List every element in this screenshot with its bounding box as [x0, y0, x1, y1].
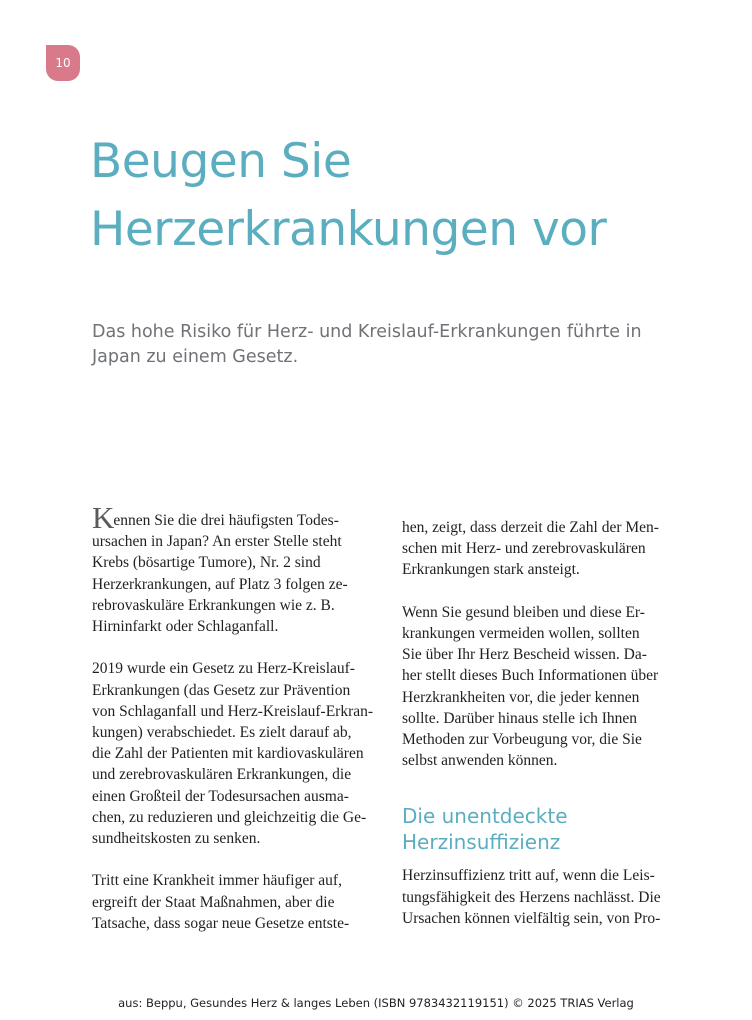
body-line: ergreift der Staat Maßnahmen, aber die — [92, 893, 335, 911]
section-subheading — [402, 803, 692, 855]
page-title-line: Herzerkrankungen vor — [90, 202, 607, 257]
body-paragraph — [402, 517, 692, 581]
body-line: hen, zeigt, dass derzeit die Zahl der Men- — [402, 519, 659, 536]
body-line: tungsfähigkeit des Herzens nachlässt. Die — [402, 888, 661, 906]
body-line: Erkrankungen (das Gesetz zur Prävention — [92, 681, 351, 699]
body-line: und zerebrovaskulären Erkrankungen, die — [92, 766, 352, 784]
body-line: Herzinsuffizienz tritt auf, wenn die Leis- — [402, 867, 655, 885]
body-paragraph — [92, 870, 382, 934]
body-line: sollte. Darüber hinaus stelle ich Ihnen — [402, 709, 638, 727]
body-line: her stellt dieses Buch Informationen über — [402, 667, 659, 685]
subheading-line: Die unentdeckte — [402, 804, 568, 829]
right-column — [402, 517, 692, 950]
page-title — [90, 128, 606, 264]
drop-cap: K — [92, 500, 115, 535]
lead-line: Japan zu einem Gesetz. — [92, 347, 299, 367]
body-line: chen, zu reduzieren und gleichzeitig die Ge- — [92, 808, 367, 826]
body-line: schen mit Herz- und zerebrovaskulären — [402, 540, 646, 558]
body-line: sundheitskosten zu senken. — [92, 830, 261, 848]
body-line: kungen) verabschiedet. Es zielt darauf ab, — [92, 724, 352, 742]
page-number-badge: 10 — [46, 45, 80, 81]
body-line: einen Großteil der Todesursachen ausma- — [92, 787, 349, 805]
body-line: 2019 wurde ein Gesetz zu Herz-Kreislauf- — [92, 660, 355, 678]
subheading-line: Herzinsuffizienz — [402, 830, 561, 855]
body-line: Tatsache, dass sogar neue Gesetze entste- — [92, 914, 350, 932]
body-line: Herzkrankheiten vor, die jeder kennen — [402, 688, 640, 706]
page-footer-citation: aus: Beppu, Gesundes Herz & langes Leben (ISBN 9783432119151) © 2025 TRIAS Verlag — [118, 996, 634, 1010]
body-line: selbst anwenden können. — [402, 752, 558, 770]
body-line: Wenn Sie gesund bleiben und diese Er- — [402, 603, 645, 621]
body-line: Sie über Ihr Herz Bescheid wissen. Da- — [402, 646, 647, 664]
body-line: Tritt eine Krankheit immer häufiger auf, — [92, 872, 342, 890]
body-line: die Zahl der Patienten mit kardiovaskulären — [92, 745, 364, 763]
body-line — [92, 500, 382, 535]
body-line: von Schlaganfall und Herz-Kreislauf-Erkran- — [92, 702, 374, 720]
body-line: Hirninfarkt oder Schlaganfall. — [92, 618, 279, 636]
body-paragraph — [92, 500, 382, 637]
body-paragraph — [402, 865, 692, 929]
left-column — [92, 500, 382, 955]
body-line-text: ennen Sie die drei häufigsten Todes- — [113, 512, 339, 529]
lead-paragraph — [92, 320, 672, 370]
body-line: Erkrankungen stark ansteigt. — [402, 561, 580, 579]
body-line: Herzerkrankungen, auf Platz 3 folgen ze- — [92, 575, 348, 593]
body-line: Krebs (bösartige Tumore), Nr. 2 sind — [92, 554, 321, 572]
body-line: Ursachen können vielfältig sein, von Pro- — [402, 909, 661, 927]
body-paragraph — [92, 658, 382, 849]
body-line: rebrovaskuläre Erkrankungen wie z. B. — [92, 596, 335, 614]
page-title-line: Beugen Sie — [90, 134, 352, 189]
body-line: krankungen vermeiden wollen, sollten — [402, 625, 640, 642]
body-paragraph — [402, 602, 692, 772]
lead-line: Das hohe Risiko für Herz- und Kreislauf-Erkrankungen führte in — [92, 322, 642, 342]
body-line: ursachen in Japan? An erster Stelle steht — [92, 533, 342, 551]
body-line: Methoden zur Vorbeugung vor, die Sie — [402, 731, 642, 749]
